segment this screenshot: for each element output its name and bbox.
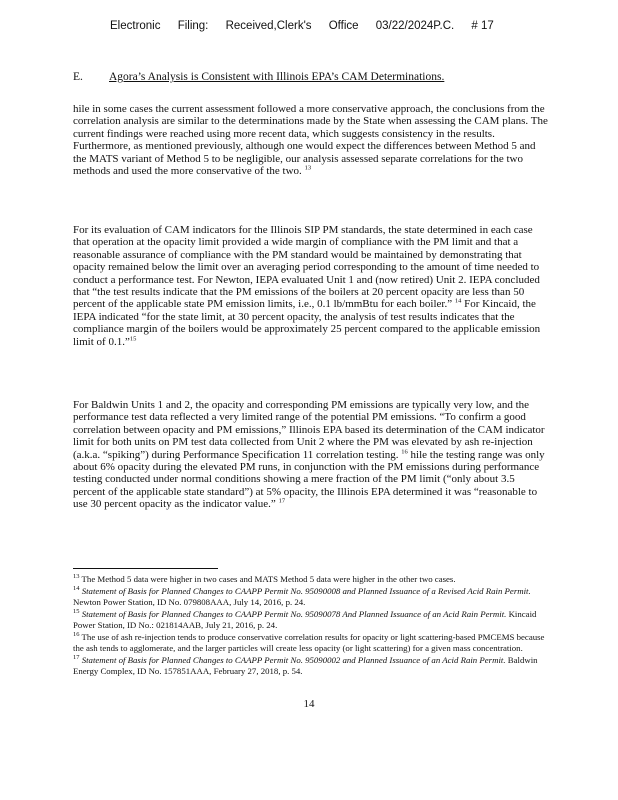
footnote-ref: 13 [304,164,312,172]
footnote-ref: 17 [278,497,286,505]
page-number: 14 [303,698,315,710]
header-filing: Filing: [177,20,209,32]
paragraph-cam-indicators [73,224,548,348]
footnote-divider [73,568,218,569]
footnote [73,632,548,654]
filing-stamp-header [110,20,530,32]
paragraph-correlation-summary [73,103,548,177]
footnote-ref: 16 [401,447,408,455]
paragraph-text: For its evaluation of CAM indicators for the Illinois SIP PM standards, the state determined in each case that operation at the opacity limit provided a wide margin of compliance with the PM limit and that a reasonable assurance of compliance with the PM standard would be maintained by demonstrating that opacity remained below the limit over an averaging period corresponding to the amount of time needed to conduct a performance test. For Newton, IEPA evaluated Unit 1 and (now retired) Unit 2. IEPA concluded that “the test results indicate that the PM emissions of the boilers at 20 percent opacity are less than 50 percent of the applicable state PM emission limits, i.e., 0.1 lb/mmBtu for each boiler.” [73,224,540,311]
footnote-ref: 14 [454,297,462,305]
footnote-citation-title: Statement of Basis for Planned Changes to CAAPP Permit No. 95090002 and Planned Issuance of an Acid Rain Permit. [81,655,506,665]
header-received: Received,Clerk's [225,20,312,32]
paragraph-baldwin-units [73,399,548,511]
footnote-text: Baldwin Energy Complex, ID No. 157851AAA, February 27, 2018, p. 54. [73,655,538,676]
footnote [73,586,548,608]
footnote-number: 17 [73,654,80,662]
header-number: # 17 [471,20,494,32]
section-letter: E. [73,71,83,83]
footnote-number: 16 [73,631,80,639]
paragraph-text: For Baldwin Units 1 and 2, the opacity and corresponding PM emissions are typically very low, and the performance test data reflected a very limited range of the potential PM emissions. “To confirm a good correlation between opacity and PM emissions,” Illinois EPA based its determination of the CAM indicator limit for both units on PM test data collected from Unit 2 where the PM was elevated by ash re-injection (a.k.a. “spiking”) during Performance Specification 11 correlation testing. [73,399,545,461]
section-heading [73,71,444,83]
footnote [73,655,548,677]
footnote-number: 13 [73,573,80,581]
footnote-text: The use of ash re-injection tends to produce conservative correlation results for opacity or light scattering-based PMCEMS because the ash tends to agglomerate, and the larger particles will create less opacity (or light scattering) for a given mass concentration. [73,632,545,653]
footnotes [73,574,548,678]
paragraph-text: hile in some cases the current assessment followed a more conservative approach, the conclusions from the correlation analysis are similar to the determinations made by the State when assessing the CAM plans. The current findings were reached using more recent data, which suggests consistency in the results. Furthermore, as mentioned previously, although one would expect the differences between Method 5 and the MATS variant of Method 5 to be negligible, our analysis assessed separate correlations for the two methods and used the more conservative of the two. [73,103,548,178]
header-office: Office [328,20,359,32]
footnote [73,574,548,585]
footnote-text: Newton Power Station, ID No. 079808AAA, July 14, 2016, p. 24. [73,597,306,607]
footnote-citation-title: Statement of Basis for Planned Changes to CAAPP Permit No. 95090008 and Planned Issuance of a Revised Acid Rain Permit. [81,586,531,596]
footnote-number: 15 [73,608,80,616]
paragraph-text: For Kincaid, the IEPA indicated “for the state limit, at 30 percent opacity, the analysis of test results indicates that the compliance margin of the boilers would be approximately 25 percent compared to the applicable emission limit of 0.1.” [73,298,541,348]
footnote-ref: 15 [129,335,137,342]
footnote-citation-title: Statement of Basis for Planned Changes to CAAPP Permit No. 95090078 And Planned Issuance of an Acid Rain Permit. [81,609,507,619]
header-electronic: Electronic [110,20,161,32]
paragraph-text: hile the testing range was only about 6% opacity during the elevated PM runs, in conjunction with the PM emissions during performance testing conducted under normal conditions showing a mere fraction of the PM limit (“only about 3.5 percent of the applicable state standard”) at 5% opacity, the Illinois EPA determined it was “reasonable to use 30 percent opacity as the indicator value.” [73,448,545,511]
footnote-text: Kincaid Power Station, ID No.: 021814AAB, July 21, 2016, p. 24. [73,609,537,630]
footnote-number: 14 [73,585,80,593]
footnote-text: The Method 5 data were higher in two cases and MATS Method 5 data were higher in the other two cases. [81,574,456,584]
footnote [73,609,548,631]
header-date: 03/22/2024P.C. [375,20,455,32]
section-title: Agora’s Analysis is Consistent with Illinois EPA’s CAM Determinations. [109,71,445,83]
